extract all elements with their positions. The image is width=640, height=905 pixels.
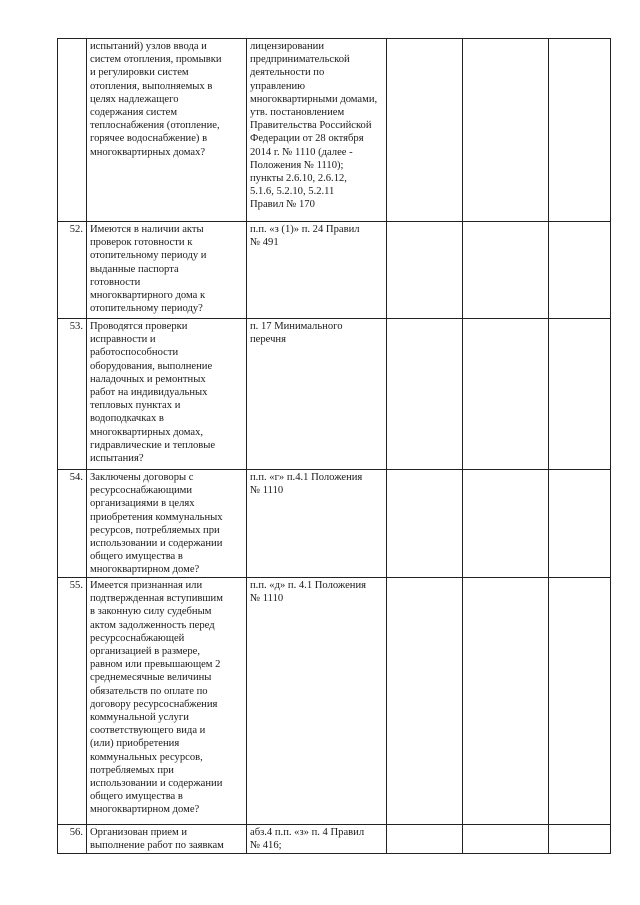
answer-cell-empty — [387, 825, 463, 854]
question-cell: испытаний) узлов ввода и систем отопления, промывки и регулировки систем отопления, выполняемых в целях надлежащего содержания систем теплоснабжения (отопление, горячее водоснабжение) в многоквартирных домах? — [87, 39, 247, 222]
answer-cell-empty — [549, 825, 611, 854]
answer-cell-empty — [549, 470, 611, 578]
answer-cell-empty — [463, 578, 549, 825]
answer-cell-empty — [463, 825, 549, 854]
row-number: 52. — [58, 222, 87, 319]
reference-cell: п.п. «г» п.4.1 Положения № 1110 — [247, 470, 387, 578]
table-row — [58, 39, 611, 222]
reference-cell: п.п. «з (1)» п. 24 Правил № 491 — [247, 222, 387, 319]
question-cell: Заключены договоры с ресурсоснабжающими организациями в целях приобретения коммунальных ресурсов, потребляемых при использовании и содержании общего имущества в многоквартирном доме? — [87, 470, 247, 578]
question-cell: Проводятся проверки исправности и работоспособности оборудования, выполнение наладочных и ремонтных работ на индивидуальных тепловых пунктах и водоподкачках в многоквартирных домах, гидравлические и тепловые испытания? — [87, 319, 247, 470]
row-number: 55. — [58, 578, 87, 825]
question-cell: Организован прием и выполнение работ по заявкам — [87, 825, 247, 854]
answer-cell-empty — [549, 578, 611, 825]
table-row — [58, 470, 611, 578]
answer-cell-empty — [549, 319, 611, 470]
answer-cell-empty — [387, 319, 463, 470]
question-cell: Имеется признанная или подтвержденная вступившим в законную силу судебным актом задолженность перед ресурсоснабжающей организацией в размере, равном или превышающем 2 среднемесячные величины обязательств по оплате по договору ресурсоснабжения коммунальной услуги соответствующего вида и (или) приобретения коммунальных ресурсов, потребляемых при использовании и содержании общего имущества в многоквартирном доме? — [87, 578, 247, 825]
answer-cell-empty — [387, 222, 463, 319]
question-cell: Имеются в наличии акты проверок готовности к отопительному периоду и выданные паспорта готовности многоквартирного дома к отопительному периоду? — [87, 222, 247, 319]
reference-cell: п. 17 Минимального перечня — [247, 319, 387, 470]
answer-cell-empty — [387, 39, 463, 222]
checklist-table — [57, 38, 611, 854]
answer-cell-empty — [387, 470, 463, 578]
answer-cell-empty — [463, 319, 549, 470]
row-number: 54. — [58, 470, 87, 578]
table-row — [58, 319, 611, 470]
row-number: 53. — [58, 319, 87, 470]
answer-cell-empty — [387, 578, 463, 825]
answer-cell-empty — [549, 222, 611, 319]
row-number: 56. — [58, 825, 87, 854]
table-row — [58, 825, 611, 854]
answer-cell-empty — [463, 222, 549, 319]
reference-cell: п.п. «д» п. 4.1 Положения № 1110 — [247, 578, 387, 825]
table-row — [58, 578, 611, 825]
answer-cell-empty — [463, 470, 549, 578]
answer-cell-empty — [463, 39, 549, 222]
reference-cell: лицензировании предпринимательской деятельности по управлению многоквартирными домами, утв. постановлением Правительства Российской Федерации от 28 октября 2014 г. № 1110 (далее - Положения № 1110); пункты 2.6.10, 2.6.12, 5.1.6, 5.2.10, 5.2.11 Правил № 170 — [247, 39, 387, 222]
reference-cell: абз.4 п.п. «з» п. 4 Правил № 416; — [247, 825, 387, 854]
row-number — [58, 39, 87, 222]
table-row — [58, 222, 611, 319]
answer-cell-empty — [549, 39, 611, 222]
